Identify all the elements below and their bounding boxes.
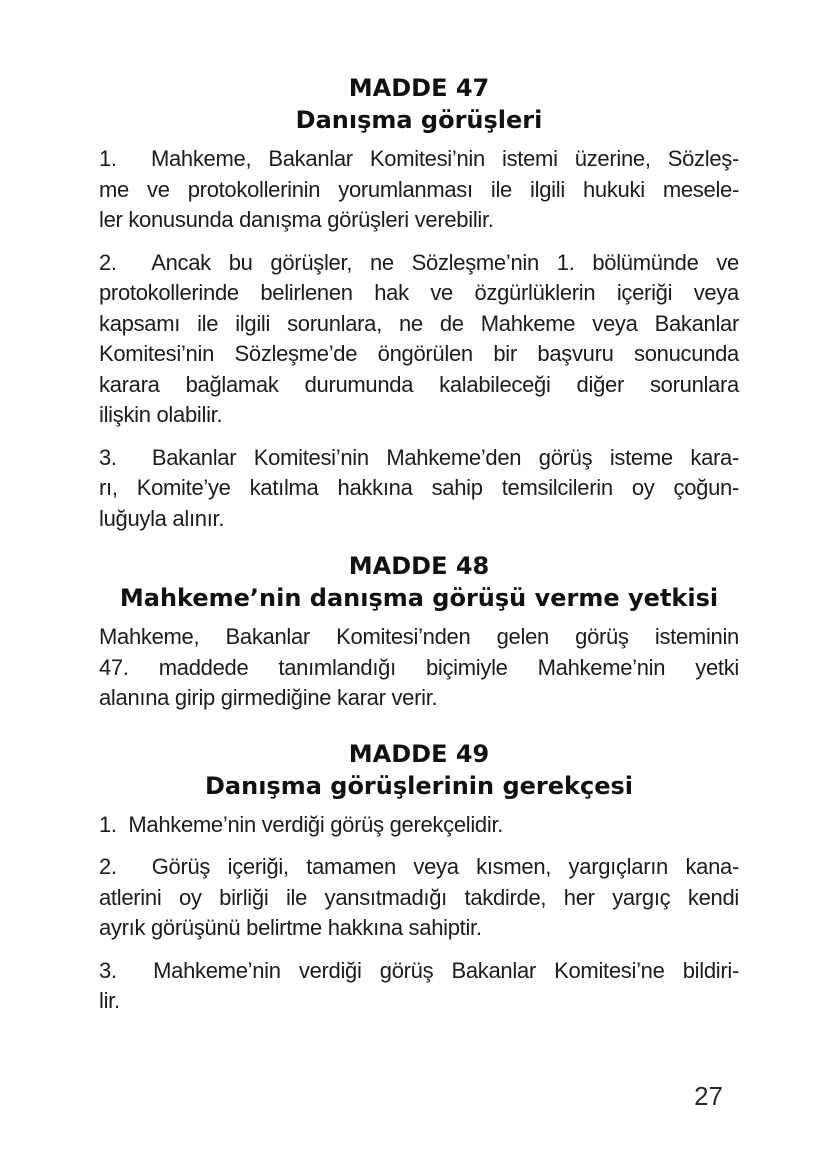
paragraph [99,144,739,236]
text-line: 2. Ancak bu görüşler, ne Sözleşme’nin 1. bölümünde ve [99,249,739,275]
text-line: rı, Komite’ye katılma hakkına sahip temsilcilerin oy çoğun- [99,475,739,500]
text-line: protokollerinde belirlenen hak ve özgürlüklerin içeriği veya [99,280,739,305]
text-line: atlerini oy birliği ile yansıtmadığı takdirde, her yargıç kendi [99,884,739,910]
article-heading: MADDE 48 [348,552,490,580]
text-line: 1. Mahkeme’nin verdiği görüş gerekçelidir. [99,811,504,837]
paragraph [99,248,739,431]
article-section-madde-47 [99,72,739,534]
text-line: ilişkin olabilir. [99,402,223,427]
article-subheading: Mahkeme’nin danışma görüşü verme yetkisi [119,584,719,612]
paragraph [99,622,739,714]
article-subheading: Danışma görüşleri [295,106,543,134]
text-line: 3. Bakanlar Komitesi’nin Mahkeme’den görüş isteme kara- [99,444,739,470]
paragraph [99,956,739,1017]
page-content [99,72,739,1017]
paragraph [99,852,739,944]
text-line: ler konusunda danışma görüşleri verebilir. [99,207,494,232]
article-section-madde-49 [99,738,739,1017]
text-line: 3. Mahkeme’nin verdiği görüş Bakanlar Komitesi’ne bildiri- [99,957,739,983]
text-line: karara bağlamak durumunda kalabileceği diğer sorunlara [99,371,739,397]
paragraph [99,443,739,535]
text-line: lir. [99,988,120,1013]
article-subheading: Danışma görüşlerinin gerekçesi [204,771,633,800]
text-line: 1. Mahkeme, Bakanlar Komitesi’nin istemi üzerine, Sözleş- [99,146,739,171]
article-heading: MADDE 49 [348,739,490,768]
text-line: ayrık görüşünü belirtme hakkına sahiptir. [99,915,482,940]
text-line: Komitesi’nin Sözleşme’de öngörülen bir başvuru sonucunda [99,341,739,366]
text-line: luğuyla alınır. [99,505,225,531]
text-line: 47. maddede tanımlandığı biçimiyle Mahkeme’nin yetki [99,654,739,680]
text-line: kapsamı ile ilgili sorunlara, ne de Mahkeme veya Bakanlar [99,310,739,336]
article-section-madde-48 [99,550,739,714]
page-number: 27 [694,1081,723,1111]
paragraph [99,810,739,841]
text-line: me ve protokollerinin yorumlanması ile ilgili hukuki mesele- [99,176,739,202]
text-line: Mahkeme, Bakanlar Komitesi’nden gelen görüş isteminin [99,624,739,649]
article-heading: MADDE 47 [348,74,490,102]
text-line: 2. Görüş içeriği, tamamen veya kısmen, yargıçların kana- [99,854,739,879]
text-line: alanına girip girmediğine karar verir. [99,685,438,710]
